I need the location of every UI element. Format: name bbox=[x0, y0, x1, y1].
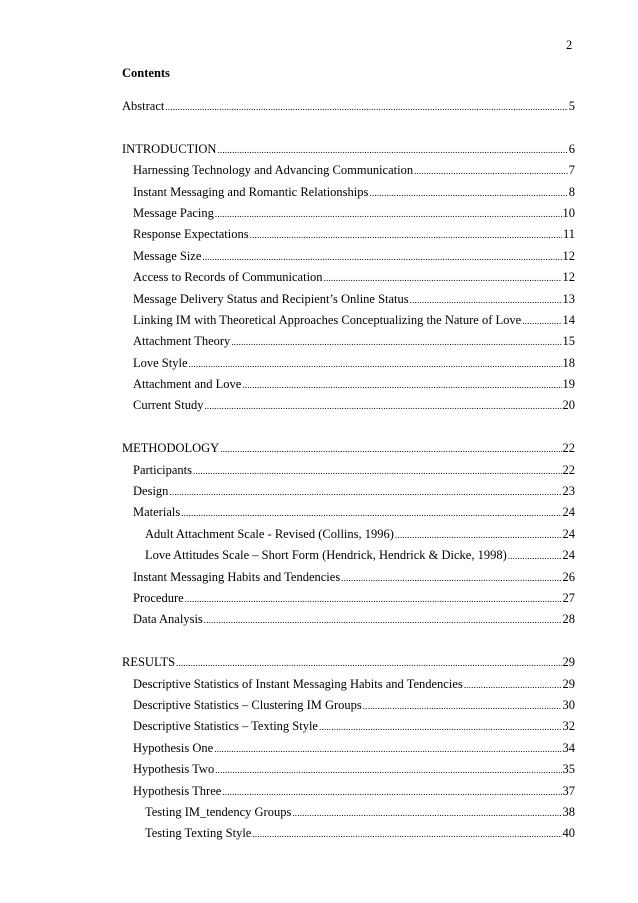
toc-entry[interactable] bbox=[122, 356, 575, 377]
toc-dot-leader bbox=[242, 380, 561, 390]
toc-dot-leader bbox=[414, 166, 568, 176]
toc-dot-leader bbox=[508, 551, 562, 561]
toc-dot-leader bbox=[185, 594, 562, 604]
toc-entry-title: Descriptive Statistics of Instant Messaging Habits and Tendencies bbox=[133, 676, 463, 691]
toc-entry-title: INTRODUCTION bbox=[122, 141, 217, 156]
toc-entry[interactable] bbox=[122, 270, 575, 291]
toc-dot-leader bbox=[250, 230, 562, 240]
toc-entry-page: 12 bbox=[562, 248, 575, 263]
toc-dot-leader bbox=[220, 444, 561, 454]
toc-entry-page: 23 bbox=[562, 484, 575, 499]
toc-entry[interactable] bbox=[122, 698, 575, 719]
toc-entry[interactable] bbox=[122, 784, 575, 805]
toc-dot-leader bbox=[369, 188, 567, 198]
toc-entry-page: 12 bbox=[562, 270, 575, 285]
toc-dot-leader bbox=[324, 273, 562, 283]
toc-dot-leader bbox=[181, 508, 561, 518]
toc-dot-leader bbox=[319, 722, 562, 732]
toc-dot-leader bbox=[215, 209, 562, 219]
toc-entry[interactable] bbox=[122, 570, 575, 591]
toc-dot-leader bbox=[252, 829, 561, 839]
toc-dot-leader bbox=[204, 615, 562, 625]
toc-entry-title: Abstract bbox=[122, 99, 165, 113]
toc-entry-page: 26 bbox=[562, 569, 575, 584]
toc-dot-leader bbox=[464, 680, 562, 690]
toc-entry[interactable] bbox=[122, 163, 575, 184]
toc-entry-title: Message Delivery Status and Recipient’s Online Status bbox=[133, 291, 409, 306]
toc-entry-page: 11 bbox=[562, 227, 575, 242]
toc-entry-title: Materials bbox=[133, 505, 181, 520]
toc-entry-page: 28 bbox=[562, 612, 575, 627]
toc-entry-page: 5 bbox=[568, 99, 575, 113]
toc-entry-title: Descriptive Statistics – Texting Style bbox=[133, 719, 318, 734]
toc-entry[interactable] bbox=[122, 826, 575, 847]
toc-entry[interactable] bbox=[122, 185, 575, 206]
toc-dot-leader bbox=[410, 295, 562, 305]
toc-entry-title: RESULTS bbox=[122, 655, 176, 670]
toc-entry[interactable] bbox=[122, 313, 575, 334]
toc-entry[interactable] bbox=[122, 292, 575, 313]
toc-entry-title: Hypothesis Three bbox=[133, 783, 222, 798]
contents-heading: Contents bbox=[122, 66, 170, 80]
toc-entry-page: 24 bbox=[562, 505, 575, 520]
toc-entry[interactable] bbox=[122, 398, 575, 419]
toc-entry-title: Hypothesis One bbox=[133, 740, 214, 755]
toc-entry-title: Harnessing Technology and Advancing Communication bbox=[133, 163, 414, 178]
toc-entry-page: 6 bbox=[568, 141, 575, 156]
toc-dot-leader bbox=[202, 252, 561, 262]
toc-entry[interactable] bbox=[122, 548, 575, 569]
toc-entry-title: Attachment and Love bbox=[133, 377, 242, 392]
toc-dot-leader bbox=[176, 658, 561, 668]
toc-entry-title: Love Style bbox=[133, 355, 188, 370]
toc-dot-leader bbox=[341, 573, 561, 583]
toc-dot-leader bbox=[363, 701, 562, 711]
toc-entry-title: Current Study bbox=[133, 398, 204, 413]
toc-entry-title: Participants bbox=[133, 462, 193, 477]
toc-entry-title: Access to Records of Communication bbox=[133, 270, 323, 285]
table-of-contents bbox=[122, 99, 575, 848]
toc-dot-leader bbox=[189, 359, 562, 369]
toc-entry[interactable] bbox=[122, 206, 575, 227]
toc-entry-title: Attachment Theory bbox=[133, 334, 231, 349]
toc-entry-title: Testing IM_tendency Groups bbox=[145, 804, 292, 819]
toc-entry-title: Descriptive Statistics – Clustering IM Groups bbox=[133, 697, 362, 712]
toc-entry-page: 40 bbox=[562, 826, 575, 841]
toc-entry[interactable] bbox=[122, 227, 575, 248]
toc-entry[interactable] bbox=[122, 762, 575, 783]
toc-entry-title: Response Expectations bbox=[133, 227, 249, 242]
toc-entry-title: Hypothesis Two bbox=[133, 762, 215, 777]
toc-entry-page: 15 bbox=[562, 334, 575, 349]
toc-entry-page: 24 bbox=[562, 548, 575, 563]
toc-entry[interactable] bbox=[122, 527, 575, 548]
toc-dot-leader bbox=[204, 401, 561, 411]
toc-dot-leader bbox=[522, 316, 561, 326]
toc-entry-title: Data Analysis bbox=[133, 612, 203, 627]
toc-dot-leader bbox=[165, 102, 567, 112]
page-number: 2 bbox=[566, 38, 573, 52]
toc-entry[interactable] bbox=[122, 463, 575, 484]
toc-dot-leader bbox=[222, 787, 561, 797]
toc-entry-title: Adult Attachment Scale - Revised (Collins, 1996) bbox=[145, 526, 394, 541]
toc-entry-title: Procedure bbox=[133, 590, 184, 605]
toc-entry-page: 10 bbox=[562, 205, 575, 220]
toc-entry-page: 22 bbox=[562, 462, 575, 477]
toc-entry-title: Testing Texting Style bbox=[145, 826, 252, 841]
toc-entry-page: 24 bbox=[562, 526, 575, 541]
toc-entry[interactable] bbox=[122, 591, 575, 612]
toc-dot-leader bbox=[231, 337, 561, 347]
toc-dot-leader bbox=[215, 765, 561, 775]
toc-entry[interactable] bbox=[122, 377, 575, 398]
toc-entry-title: Design bbox=[133, 484, 169, 499]
toc-dot-leader bbox=[193, 466, 561, 476]
toc-entry-page: 13 bbox=[562, 291, 575, 306]
toc-entry[interactable] bbox=[122, 441, 575, 462]
toc-entry-page: 35 bbox=[562, 762, 575, 777]
toc-entry-page: 29 bbox=[562, 676, 575, 691]
toc-entry[interactable] bbox=[122, 334, 575, 355]
toc-entry[interactable] bbox=[122, 805, 575, 826]
toc-dot-leader bbox=[214, 744, 561, 754]
toc-entry[interactable] bbox=[122, 249, 575, 270]
toc-entry-page: 7 bbox=[568, 163, 575, 178]
toc-entry-page: 20 bbox=[562, 398, 575, 413]
toc-entry-title: Linking IM with Theoretical Approaches Conceptualizing the Nature of Love bbox=[133, 312, 522, 327]
toc-entry-page: 38 bbox=[562, 804, 575, 819]
toc-entry-page: 18 bbox=[562, 355, 575, 370]
toc-entry-page: 27 bbox=[562, 590, 575, 605]
toc-entry-title: Love Attitudes Scale – Short Form (Hendrick, Hendrick & Dicke, 1998) bbox=[145, 548, 507, 563]
toc-entry-title: Instant Messaging and Romantic Relationships bbox=[133, 184, 369, 199]
toc-entry[interactable] bbox=[122, 612, 575, 633]
toc-dot-leader bbox=[217, 145, 567, 155]
toc-entry-page: 29 bbox=[562, 655, 575, 670]
toc-entry[interactable] bbox=[122, 719, 575, 740]
toc-entry-title: Message Pacing bbox=[133, 205, 214, 220]
toc-entry-title: Message Size bbox=[133, 248, 202, 263]
toc-entry-title: METHODOLOGY bbox=[122, 441, 220, 456]
toc-entry-page: 19 bbox=[562, 377, 575, 392]
toc-entry[interactable] bbox=[122, 99, 575, 120]
toc-entry[interactable] bbox=[122, 142, 575, 163]
toc-entry-page: 32 bbox=[562, 719, 575, 734]
toc-dot-leader bbox=[169, 487, 561, 497]
toc-dot-leader bbox=[395, 530, 562, 540]
toc-entry-page: 14 bbox=[562, 312, 575, 327]
toc-entry-page: 8 bbox=[568, 184, 575, 199]
toc-entry[interactable] bbox=[122, 741, 575, 762]
toc-entry[interactable] bbox=[122, 484, 575, 505]
toc-entry[interactable] bbox=[122, 655, 575, 676]
toc-entry-page: 37 bbox=[562, 783, 575, 798]
toc-entry-page: 30 bbox=[562, 697, 575, 712]
toc-entry-title: Instant Messaging Habits and Tendencies bbox=[133, 569, 341, 584]
toc-entry-page: 34 bbox=[562, 740, 575, 755]
toc-entry-page: 22 bbox=[562, 441, 575, 456]
toc-entry[interactable] bbox=[122, 505, 575, 526]
toc-entry[interactable] bbox=[122, 677, 575, 698]
toc-dot-leader bbox=[292, 808, 561, 818]
